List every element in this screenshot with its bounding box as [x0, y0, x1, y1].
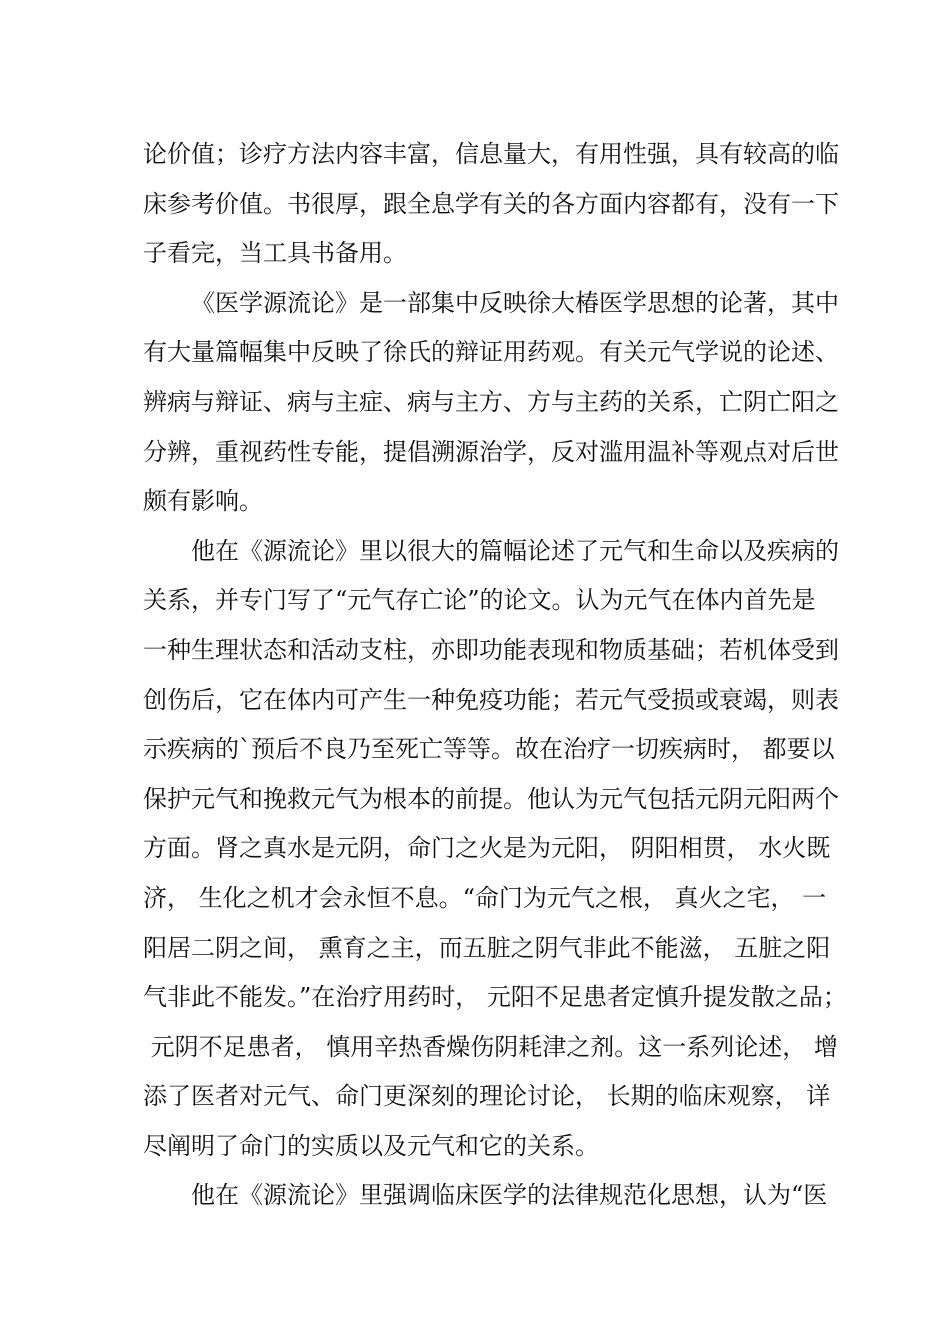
paragraph-3-line-5: 示疾病的`预后不良乃至死亡等等。故在治疗一切疾病时， 都要以 [143, 735, 835, 764]
paragraph-2-line-3: 辨病与辩证、病与主症、病与主方、方与主药的关系，亡阴亡阳之 [143, 387, 839, 416]
paragraph-2-line-5: 颇有影响。 [143, 487, 263, 516]
paragraph-3-line-7: 方面。肾之真水是元阴，命门之火是为元阳， 阴阳相贯， 水火既 [143, 834, 831, 863]
paragraph-3-line-9: 阳居二阴之间， 熏育之主，而五脏之阴气非此不能滋， 五脏之阳 [143, 933, 831, 962]
paragraph-3-line-10: 气非此不能发。”在治疗用药时， 元阳不足患者定慎升提发散之品； [143, 983, 847, 1012]
paragraph-3-line-6: 保护元气和挽救元气为根本的前提。他认为元气包括元阴元阳两个 [143, 784, 839, 813]
paragraph-3-line-1: 他在《源流论》里以很大的篇幅论述了元气和生命以及疾病的 [191, 536, 839, 565]
paragraph-1-line-3: 子看完，当工具书备用。 [143, 239, 407, 268]
paragraph-1-line-1: 论价值；诊疗方法内容丰富，信息量大，有用性强，具有较高的临 [143, 140, 839, 168]
paragraph-2-line-4: 分辨，重视药性专能，提倡溯源治学，反对滥用温补等观点对后世 [143, 437, 839, 466]
paragraph-3-line-8: 济， 生化之机才会永恒不息。“命门为元气之根， 真火之宅， 一 [143, 883, 827, 912]
paragraph-4-line-1: 他在《源流论》里强调临床医学的法律规范化思想，认为“医 [191, 1181, 828, 1210]
paragraph-1-line-2: 床参考价值。书很厚，跟全息学有关的各方面内容都有，没有一下 [143, 189, 839, 218]
paragraph-3-line-12: 添了医者对元气、命门更深刻的理论讨论， 长期的临床观察， 详 [143, 1082, 831, 1111]
paragraph-2-line-1: 《医学源流论》是一部集中反映徐大椿医学思想的论著，其中 [191, 288, 839, 317]
paragraph-3-line-11: 元阴不足患者， 慎用辛热香燥伤阴耗津之剂。这一系列论述， 增 [143, 1032, 838, 1061]
paragraph-3-line-13: 尽阐明了命门的实质以及元气和它的关系。 [143, 1131, 599, 1160]
paragraph-3-line-4: 创伤后，它在体内可产生一种免疫功能；若元气受损或衰竭，则表 [143, 685, 839, 714]
paragraph-3-line-3: 一种生理状态和活动支柱，亦即功能表现和物质基础；若机体受到 [143, 635, 839, 664]
paragraph-3-line-2: 关系，并专门写了“元气存亡论”的论文。认为元气在体内首先是 [143, 586, 816, 615]
paragraph-2-line-2: 有大量篇幅集中反映了徐氏的辩证用药观。有关元气学说的论述、 [143, 338, 839, 367]
document-body [143, 130, 847, 1221]
